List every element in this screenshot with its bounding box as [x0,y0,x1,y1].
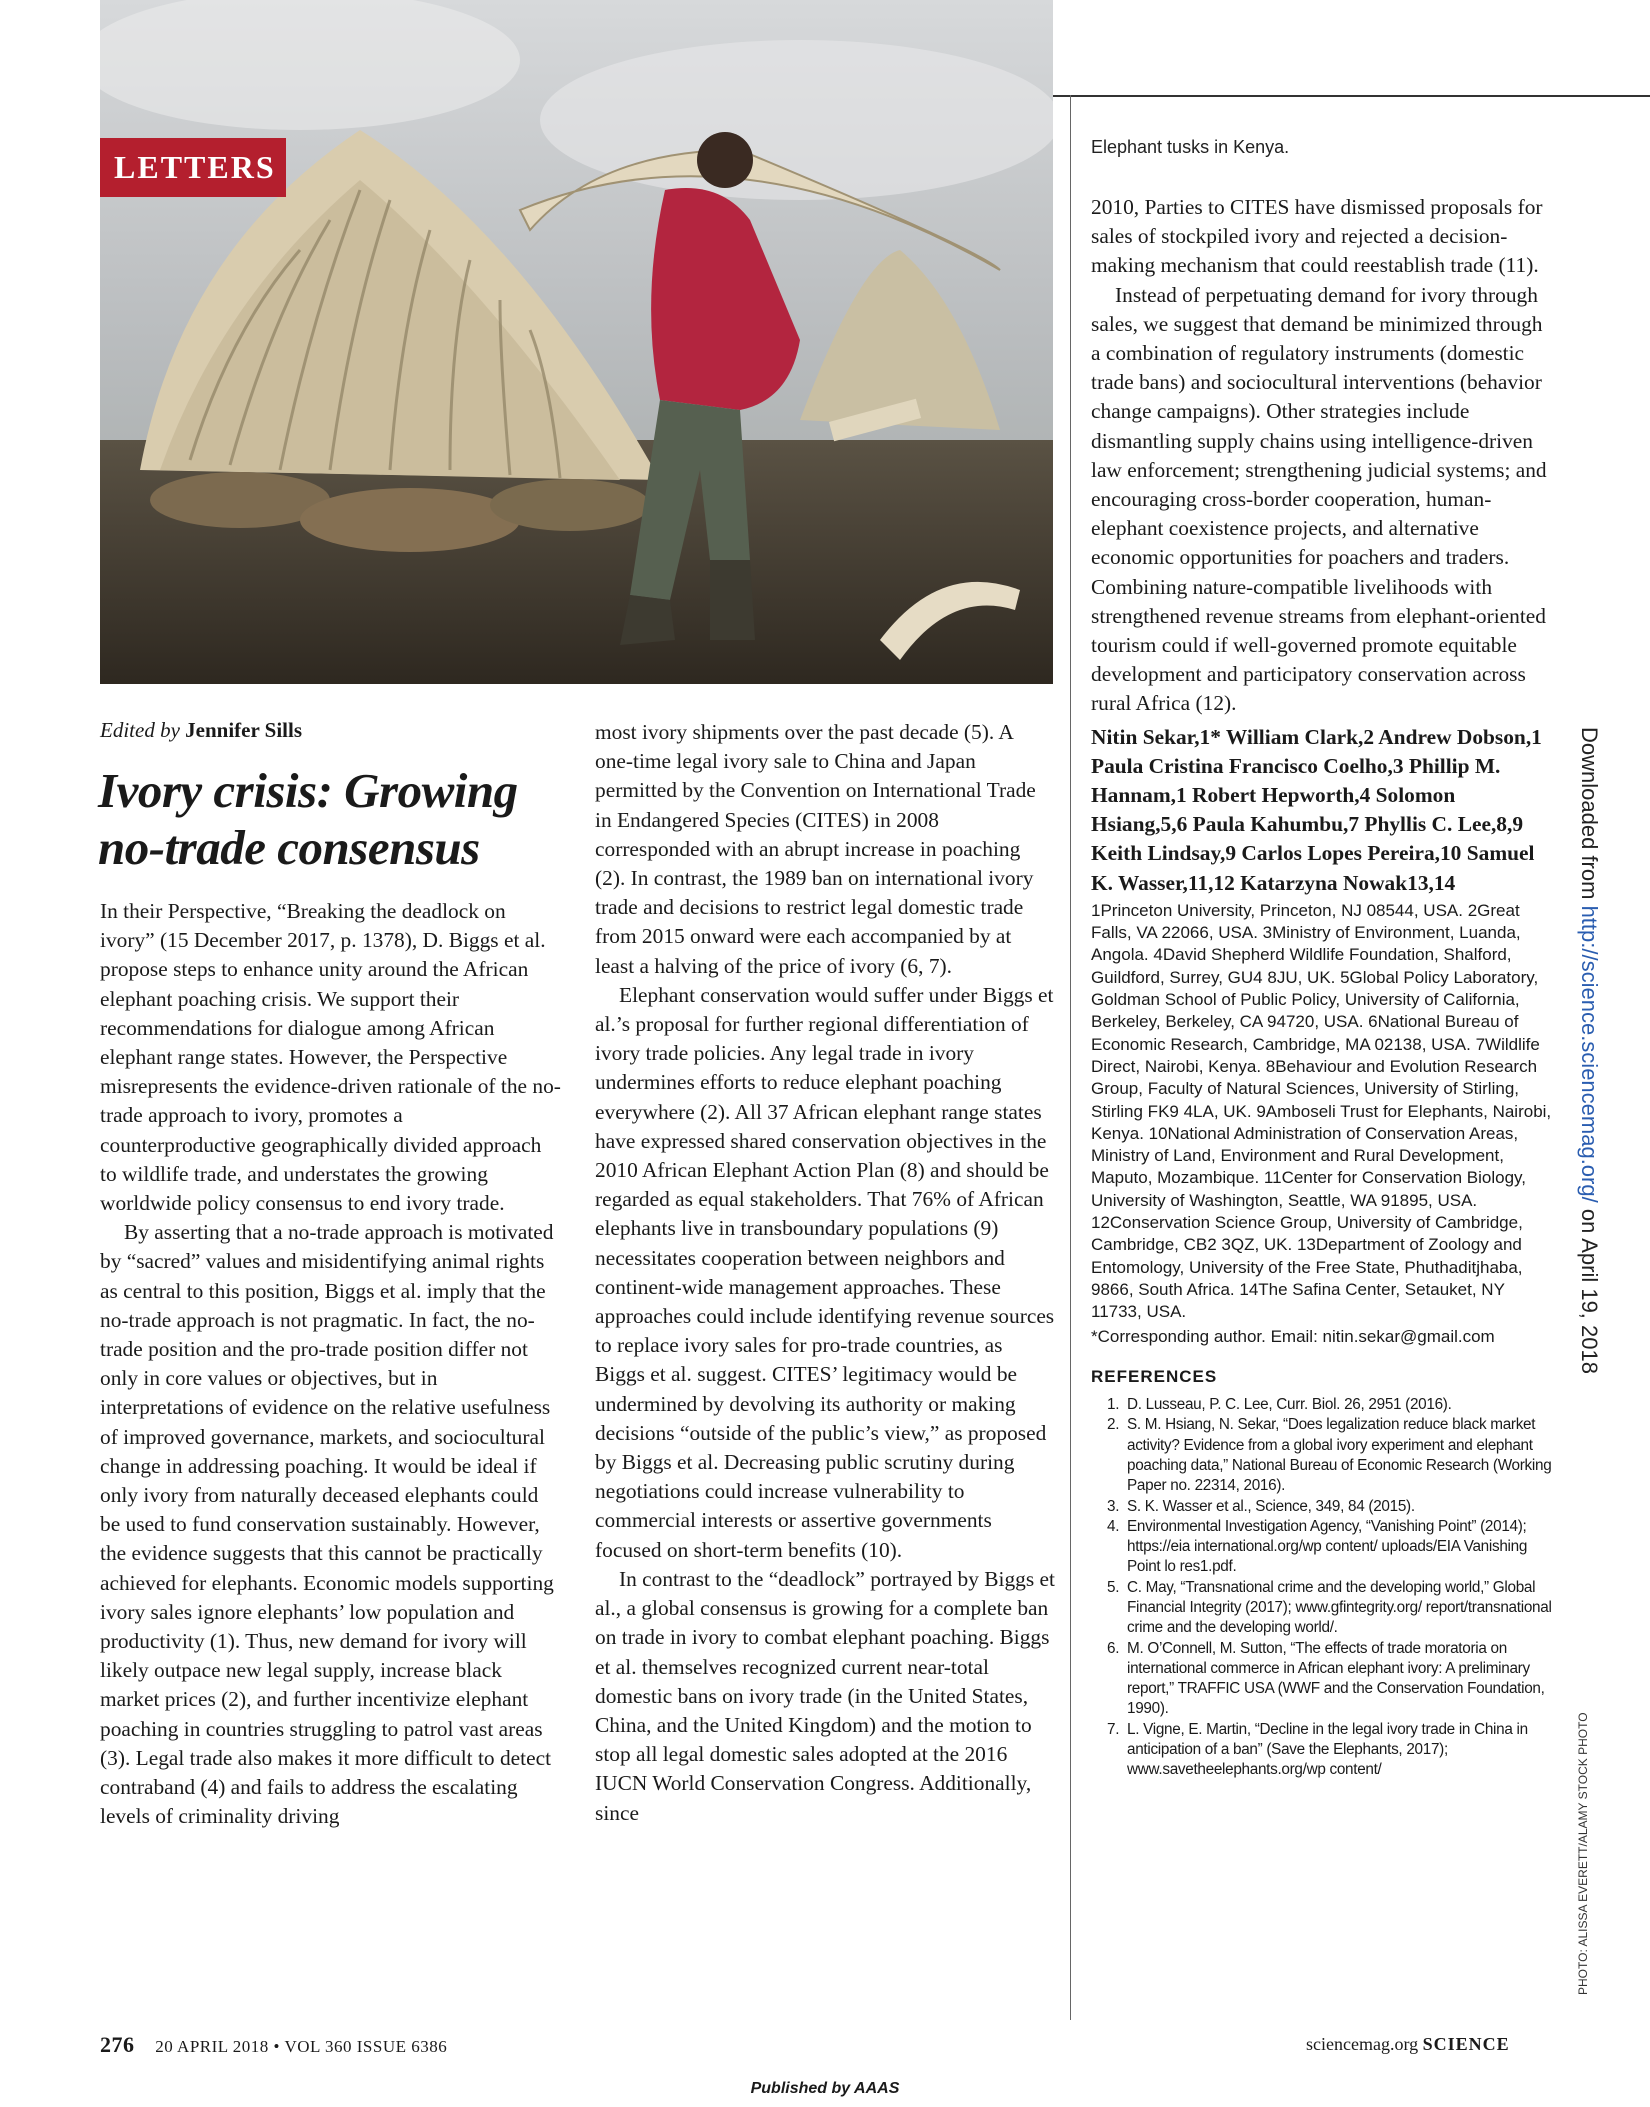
paragraph: most ivory shipments over the past decade (5). A one-time legal ivory sale to China and Japan permitted by the Convention on International Trade in Endangered Species (CITES) in 2008 corresponded with an abrupt increase in poaching (2). In contrast, the 1989 ban on international ivory trade and decisions to restrict legal domestic trade from 2015 onward were each accompanied by at least a halving of the price of ivory (6, 7). [595,720,1036,978]
issue-info: 20 APRIL 2018 • VOL 360 ISSUE 6386 [155,2037,448,2056]
author-list: Nitin Sekar,1* William Clark,2 Andrew Dobson,1 Paula Cristina Francisco Coelho,3 Phillip M. Hannam,1 Robert Hepworth,4 Solomon Hsiang,5,6 Paula Kahumbu,7 Phyllis C. Lee,8,9 Keith Lindsay,9 Carlos Lopes Pereira,10 Samuel K. Wasser,11,12 Katarzyna Nowak13,14 [1091,724,1542,895]
references-list [1091,1395,1553,1781]
reference-text: M. O’Connell, M. Sutton, “The effects of trade moratoria on international commerce in African elephant ivory: A preliminary report,” TRAFFIC USA (WWF and the Conservation Foundation, 1990). [1127,1639,1545,1718]
edited-by [100,718,302,743]
paragraph: In contrast to the “deadlock” portrayed by Biggs et al., a global consensus is growing for a complete ban on trade in ivory to combat elephant poaching. Biggs et al. themselves recognized current near-total domestic bans on ivory trade (in the United States, China, and the United Kingdom) and the motion to stop all legal domestic sales adopted at the 2016 IUCN World Conservation Congress. Additionally, since [595,1566,1055,1825]
journal-name: SCIENCE [1422,2034,1510,2054]
top-rule [1053,95,1650,97]
reference-item [1091,1578,1553,1639]
references-heading: REFERENCES [1091,1366,1218,1386]
reference-number: 5. [1107,1578,1120,1596]
reference-number: 4. [1107,1517,1120,1535]
downloaded-prefix: Downloaded from [1577,727,1602,900]
article-headline: Ivory crisis: Growing no-trade consensus [98,763,518,875]
reference-item [1091,1517,1553,1578]
paragraph: In their Perspective, “Breaking the deadlock on ivory” (15 December 2017, p. 1378), D. Biggs et al. propose steps to enhance unity around the African elephant poaching crisis. We support their recommendations for dialogue among African elephant range states. However, the Perspective misrepresents the evidence-driven rationale of the no-trade approach to ivory, promotes a counterproductive geographically divided approach to wildlife trade, and understates the growing worldwide policy consensus to end ivory trade. [100,899,561,1216]
reference-text: L. Vigne, E. Martin, “Decline in the legal ivory trade in China in anticipation of a ban” (Save the Elephants, 2017); www.savetheelephants.org/wp content/ [1127,1720,1528,1779]
page-number: 276 [100,2032,135,2057]
reference-number: 3. [1107,1497,1120,1515]
download-url-link[interactable]: http://science.sciencemag.org/ [1577,905,1602,1203]
letters-section-badge: LETTERS [100,138,286,197]
reference-text: S. M. Hsiang, N. Sekar, “Does legalization reduce black market activity? Evidence from a global ivory experiment and elephant poaching data,” National Bureau of Economic Research (Working Paper no. 22314, 2016). [1127,1416,1552,1495]
text-column-1 [100,897,562,1832]
reference-item [1091,1415,1553,1496]
paragraph: Elephant conservation would suffer under Biggs et al.’s proposal for further regional differentiation of ivory trade policies. Any legal trade in ivory undermines efforts to reduce elephant poaching everywhere (2). All 37 African elephant range states have expressed shared conservation objectives in the 2010 African Elephant Action Plan (8) and should be regarded as equal stakeholders. That 76% of African elephants live in transboundary populations (9) necessitates cooperation between neighbors and continent-wide management approaches. These approaches could include identifying revenue sources to replace ivory sales for pro-trade countries, as Biggs et al. suggest. CITES’ legitimacy would be undermined by devolving its authority or making decisions “outside of the public’s view,” as proposed by Biggs et al. Decreasing public scrutiny during negotiations could increase vulnerability to commercial interests or assertive governments focused on short-term benefits (10). [595,982,1055,1562]
reference-item [1091,1639,1553,1720]
reference-text: C. May, “Transnational crime and the developing world,” Global Financial Integrity (2017); www.gfintegrity.org/ report/transnational crime and the developing world/. [1127,1578,1552,1637]
footer-issue-info [100,2032,447,2058]
download-stamp [1576,727,1602,1374]
reference-number: 2. [1107,1416,1120,1434]
editor-name: Jennifer Sills [185,718,303,742]
reference-number: 6. [1107,1639,1120,1657]
reference-text: Environmental Investigation Agency, “Vanishing Point” (2014); https://eia international.org/wp content/ uploads/EIA Vanishing Point lo res1.pdf. [1127,1517,1528,1576]
corresponding-author: *Corresponding author. Email: nitin.sekar@gmail.com [1091,1326,1495,1346]
reference-number: 7. [1107,1720,1120,1738]
reference-item [1091,1395,1553,1415]
reference-item [1091,1497,1553,1517]
footer-journal [1306,2034,1510,2055]
elephant-tusks-photo [100,0,1053,684]
paragraph: Instead of perpetuating demand for ivory through sales, we suggest that demand be minimized through a combination of regulatory instruments (domestic trade bans) and sociocultural interventions (behavior change campaigns). Other strategies include dismantling supply chains using intelligence-driven law enforcement; strengthening judicial systems; and encouraging cross-border cooperation, human-elephant coexistence projects, and alternative economic opportunities for poachers and traders. Combining nature-compatible livelihoods with strengthened revenue streams from elephant-oriented tourism could if well-governed promote equitable development and participatory conservation across rural Africa (12). [1091,282,1547,716]
photo-credit: PHOTO: ALISSA EVERETT/ALAMY STOCK PHOTO [1576,1712,1590,1995]
journal-site-link[interactable]: sciencemag.org [1306,2034,1419,2054]
edited-prefix: Edited by [100,718,180,742]
affiliations: 1Princeton University, Princeton, NJ 08544, USA. 2Great Falls, VA 22066, USA. 3Ministry of Environment, Luanda, Angola. 4David Shepherd Wildlife Foundation, Shalford, Guildford, Surrey, GU4 8JU, UK. 5Global Policy Laboratory, Goldman School of Public Policy, University of California, Berkeley, Berkeley, CA 94720, USA. 6National Bureau of Economic Research, Cambridge, MA 02138, USA. 7Wildlife Direct, Nairobi, Kenya. 8Behaviour and Evolution Research Group, Faculty of Natural Sciences, University of Stirling, Stirling FK9 4LA, UK. 9Amboseli Trust for Elephants, Nairobi, Kenya. 10National Administration of Conservation Areas, Ministry of Land, Environment and Rural Development, Maputo, Mozambique. 11Center for Conservation Biology, University of Washington, Seattle, WA 91895, USA. 12Conservation Science Group, University of Cambridge, Cambridge, CB2 3QZ, UK. 13Department of Zoology and Entomology, University of the Free State, Phuthaditjhaba, 9866, South Africa. 14The Safina Center, Setauket, NY 11733, USA. [1091,900,1552,1322]
published-by: Published by AAAS [750,2080,900,2097]
download-date: on April 19, 2018 [1577,1208,1602,1374]
column-divider [1070,95,1071,2020]
reference-text: S. K. Wasser et al., Science, 349, 84 (2015). [1127,1497,1415,1515]
reference-number: 1. [1107,1396,1120,1414]
reference-text: D. Lusseau, P. C. Lee, Curr. Biol. 26, 2951 (2016). [1127,1396,1452,1414]
reference-item [1091,1720,1553,1781]
text-column-3 [1091,193,1553,1781]
photo-caption: Elephant tusks in Kenya. [1091,137,1290,157]
paragraph: 2010, Parties to CITES have dismissed proposals for sales of stockpiled ivory and rejected a decision-making mechanism that could reestablish trade (11). [1091,195,1543,278]
paragraph: By asserting that a no-trade approach is motivated by “sacred” values and misidentifying animal rights as central to this position, Biggs et al. imply that the no-trade approach is not pragmatic. In fact, the no-trade position and the pro-trade position differ not only in core values or objectives, but in interpretations of evidence on the relative usefulness of improved governance, markets, and sociocultural change in addressing poaching. It would be ideal if only ivory from naturally deceased elephants could be used to fund conservation sustainably. However, the evidence suggests that this cannot be practically achieved for elephants. Economic models supporting ivory sales ignore elephants’ low population and productivity (1). Thus, new demand for ivory will likely outpace new legal supply, increase black market prices (2), and further incentivize elephant poaching in countries struggling to patrol vast areas (3). Legal trade also makes it more difficult to detect contraband (4) and fails to address the escalating levels of criminality driving [100,1220,554,1829]
text-column-2 [595,718,1055,1828]
